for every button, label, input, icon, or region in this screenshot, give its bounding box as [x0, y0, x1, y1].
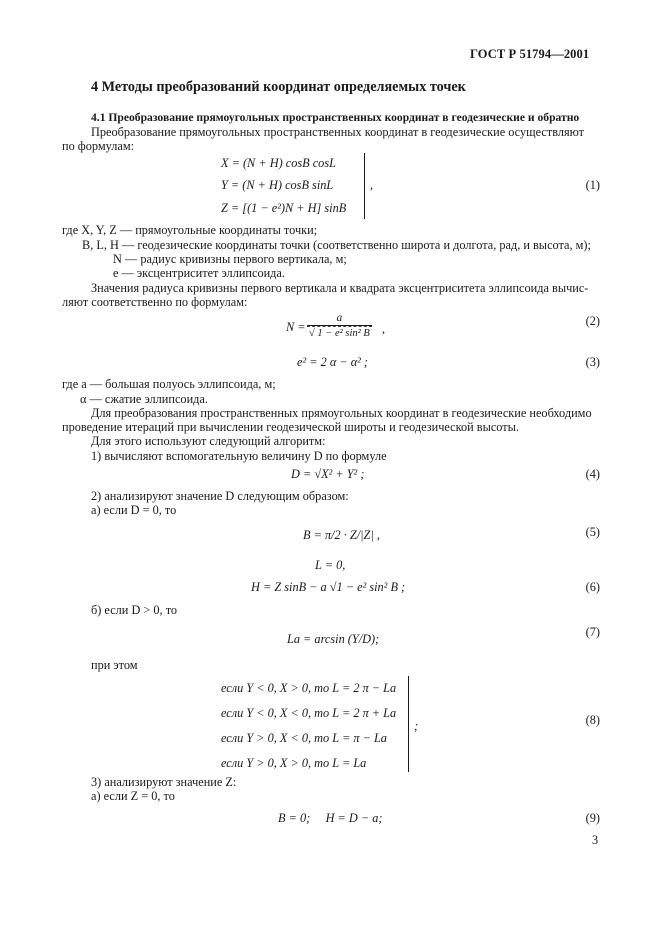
equation-2-lhs: N = [286, 320, 306, 334]
paragraph-line: Для этого используют следующий алгоритм: [91, 434, 326, 448]
where-line: где a — большая полуось эллипсоида, м; [62, 377, 276, 391]
section-title: 4 Методы преобразований координат определяемых точек [91, 79, 466, 95]
equation-4: D = √X² + Y² ; [291, 467, 365, 481]
subsection-title: 4.1 Преобразование прямоугольных пространственных координат в геодезические и обратно [91, 111, 580, 124]
equation-number: (5) [585, 525, 600, 539]
equation-8-line: если Y > 0, X < 0, то L = π − La [221, 731, 387, 745]
equation-number: (1) [585, 178, 600, 192]
document-code: ГОСТ Р 51794—2001 [470, 47, 590, 61]
algorithm-step: а) если Z = 0, то [91, 789, 175, 803]
equation-2-fraction [307, 312, 372, 340]
equation-2-comma: , [382, 322, 386, 336]
equation-1-z: Z = [(1 − e²)N + H] sinB [221, 201, 347, 215]
where-line: B, L, H — геодезические координаты точки (соответственно широта и долгота, рад, и высота, м); [82, 238, 591, 252]
where-line: где X, Y, Z — прямоугольные координаты точки; [62, 223, 318, 237]
paragraph-line: ляют соответственно по формулам: [62, 295, 248, 309]
equation-number: (3) [585, 355, 600, 369]
algorithm-step: б) если D > 0, то [91, 603, 178, 617]
equation-2-numerator: a [307, 312, 372, 326]
equation-2-denominator: √ 1 − e² sin² B [309, 328, 370, 339]
where-line: N — радиус кривизны первого вертикала, м; [113, 252, 347, 266]
equation-1-comma: , [370, 178, 374, 192]
equation-1-y: Y = (N + H) cosB sinL [221, 178, 334, 192]
paragraph-line: по формулам: [62, 139, 135, 153]
paragraph-line: Значения радиуса кривизны первого вертикала и квадрата эксцентриситета эллипсоида вычис- [91, 281, 589, 295]
paragraph-line: Для преобразования пространственных прямоугольных координат в геодезические необходимо [91, 406, 592, 420]
equation-7: La = arcsin (Y/D); [287, 632, 380, 646]
equation-3: e² = 2 α − α² ; [297, 355, 369, 369]
where-line: α — сжатие эллипсоида. [80, 392, 208, 406]
equation-number: (7) [585, 625, 600, 639]
equation-number: (2) [585, 314, 600, 328]
equation-8-line: если Y < 0, X > 0, то L = 2 π − La [221, 681, 397, 695]
equation-8-brace [402, 676, 409, 772]
algorithm-step: 1) вычисляют вспомогательную величину D по формуле [91, 449, 387, 463]
algorithm-step: а) если D = 0, то [91, 503, 177, 517]
where-line: e — эксцентриситет эллипсоида. [113, 266, 285, 280]
equation-number: (6) [585, 580, 600, 594]
paragraph-line: Преобразование прямоугольных пространственных координат в геодезические осуществляют [91, 125, 585, 139]
equation-8-semicolon: ; [414, 719, 419, 733]
equation-6: H = Z sinB − a √1 − e² sin² B ; [251, 580, 406, 594]
page-number: 3 [592, 833, 599, 847]
algorithm-step: 3) анализируют значение Z: [91, 775, 237, 789]
equation-1-brace [358, 153, 365, 219]
algorithm-step: 2) анализируют значение D следующим образом: [91, 489, 349, 503]
equation-1-x: X = (N + H) cosB cosL [221, 156, 336, 170]
equation-number: (9) [585, 811, 600, 825]
paragraph-line: при этом [91, 658, 138, 672]
equation-number: (8) [585, 713, 600, 727]
equation-5b: L = 0, [315, 558, 346, 572]
equation-8-line: если Y < 0, X < 0, то L = 2 π + La [221, 706, 397, 720]
equation-9: B = 0; H = D − a; [278, 811, 383, 825]
equation-5: B = π/2 · Z/|Z| , [303, 528, 380, 542]
paragraph-line: проведение итераций при вычислении геодезической широты и геодезической высоты. [62, 420, 520, 434]
equation-8-line: если Y > 0, X > 0, то L = La [221, 756, 367, 770]
equation-number: (4) [585, 467, 600, 481]
